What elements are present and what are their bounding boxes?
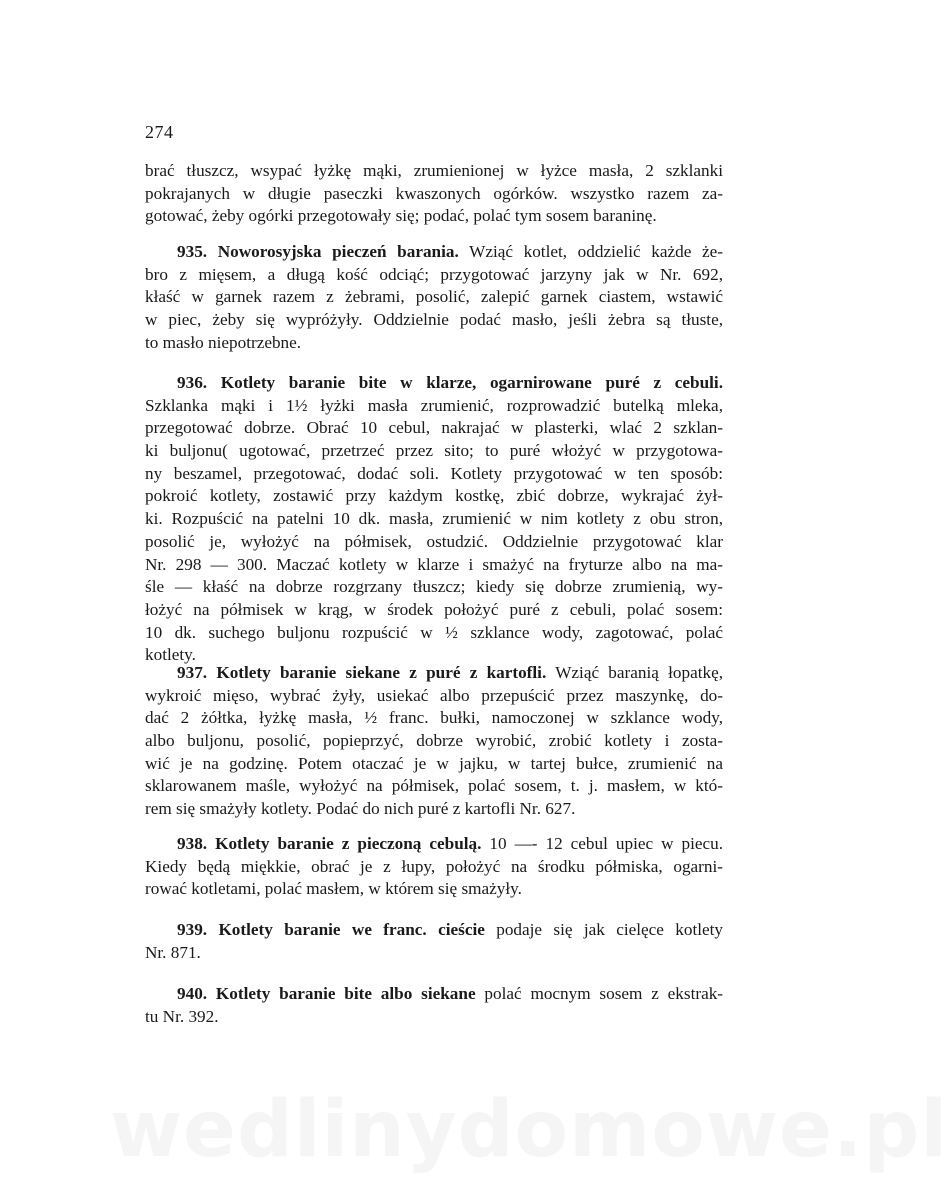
recipe-number: 940.: [177, 984, 208, 1003]
text-line: Szklanka mąki i 1½ łyżki masła zrumienić, rozprowadzić butelką mleka,: [145, 395, 723, 415]
text-line: łożyć na półmisek w krąg, w środek położyć puré z cebuli, polać sosem:: [145, 599, 723, 619]
recipe-number: 938.: [177, 834, 208, 853]
recipe-title: Kotlety baranie bite albo siekane: [215, 984, 476, 1003]
recipe-number: 936.: [177, 373, 208, 392]
text-line: kotlety.: [145, 645, 196, 665]
recipe-number: 935.: [177, 242, 208, 261]
text-line: dać 2 żółtka, łyżkę masła, ½ franc. bułki, namoczonej w szklance wody,: [145, 708, 723, 728]
text-line: brać tłuszcz, wsypać łyżkę mąki, zrumienionej w łyżce masła, 2 szklanki: [145, 161, 723, 180]
text-line: bro z mięsem, a długą kość odciąć; przygotować jarzyny jak w Nr. 692,: [145, 264, 723, 284]
text-line: rować kotletami, polać masłem, w którem się smażyły.: [145, 879, 522, 899]
text-line: to masło niepotrzebne.: [145, 332, 302, 352]
text-line: Kiedy będą miękkie, obrać je z łupy, położyć na środku półmiska, ogarni-: [145, 856, 723, 876]
text-line: tu Nr. 392.: [145, 1006, 219, 1026]
recipe-number: 939.: [177, 920, 208, 939]
recipe-940: [145, 983, 723, 1028]
recipe-936: [145, 372, 723, 667]
recipe-text: podaje się jak cielęce kotlety: [496, 920, 723, 939]
recipe-title: Noworosyjska pieczeń barania.: [217, 242, 459, 261]
recipe-text: 10 —- 12 cebul upiec w piecu.: [489, 834, 724, 853]
recipe-text: polać mocnym sosem z ekstrak-: [484, 984, 724, 1003]
text-line: Nr. 298 — 300. Maczać kotlety w klarze i smażyć na fryturze albo na ma-: [145, 554, 723, 574]
page-number: 274: [145, 122, 174, 142]
recipe-title: Kotlety baranie bite w klarze, ogarnirowane puré z cebuli.: [220, 373, 724, 392]
text-line: wykroić mięso, wybrać żyły, usiekać albo przepuścić przez maszynkę, do-: [145, 685, 723, 705]
text-line: przegotować dobrze. Obrać 10 cebul, nakrajać w plasterki, wlać 2 szklan-: [145, 418, 723, 438]
text-line: pokroić kotlety, zostawić przy każdym kostkę, zbić dobrze, wykrajać żył-: [145, 486, 723, 506]
text-line: Nr. 871.: [145, 942, 201, 962]
recipe-heading-line: [145, 833, 723, 856]
recipe-heading-line: [145, 919, 723, 942]
recipe-heading-line: [145, 241, 723, 264]
text-line: w piec, żeby się wypróżyły. Oddzielnie podać masło, jeśli żebra są tłuste,: [145, 310, 723, 330]
text-line: gotować, żeby ogórki przegotowały się; podać, polać tym sosem baraninę.: [145, 206, 657, 226]
text-line: wić je na godzinę. Potem otaczać je w jajku, w tartej bułce, zrumienić na: [145, 753, 723, 773]
text-line: ny beszamel, przegotować, dodać soli. Kotlety przygotować w ten sposób:: [145, 463, 723, 483]
text-line: ki buljonu( ugotować, przetrzeć przez sito; to puré włożyć w przygotowa-: [145, 441, 723, 461]
recipe-939: [145, 919, 723, 964]
recipe-title: Kotlety baranie we franc. cieście: [218, 920, 485, 939]
text-line: pokrajanych w długie paseczki kwaszonych ogórków. wszystko razem za-: [145, 183, 723, 203]
recipe-heading-line: [145, 662, 723, 685]
recipe-text: Wziąć kotlet, oddzielić każde że-: [469, 242, 723, 261]
text-line: sklarowanem maśle, wyłożyć na półmisek, polać sosem, t. j. masłem, w któ-: [145, 776, 723, 796]
intro-paragraph: [145, 160, 723, 228]
recipe-title: Kotlety baranie siekane z puré z kartofli.: [216, 663, 547, 682]
recipe-text: Wziąć baranią łopatkę,: [555, 663, 724, 682]
recipe-heading-line: [145, 372, 723, 395]
text-line: kłaść w garnek razem z żebrami, posolić, zalepić garnek ciastem, wstawić: [145, 287, 723, 307]
text-line: albo buljonu, posolić, popieprzyć, dobrze wyrobić, zrobić kotlety i zosta-: [145, 731, 723, 751]
recipe-number: 937.: [177, 663, 208, 682]
recipe-title: Kotlety baranie z pieczoną cebulą.: [215, 834, 482, 853]
text-line: 10 dk. suchego buljonu rozpuścić w ½ szklance wody, zagotować, polać: [145, 622, 723, 642]
recipe-938: [145, 833, 723, 901]
text-line: ki. Rozpuścić na patelni 10 dk. masła, zrumienić w nim kotlety z obu stron,: [145, 509, 723, 529]
text-line: posolić je, wyłożyć na półmisek, ostudzić. Oddzielnie przygotować klar: [145, 531, 723, 551]
recipe-937: [145, 662, 723, 821]
text-line: śle — kłaść na dobrze rozgrzany tłuszcz; kiedy się dobrze zrumienią, wy-: [145, 577, 723, 597]
recipe-heading-line: [145, 983, 723, 1006]
recipe-935: [145, 241, 723, 354]
text-line: rem się smażyły kotlety. Podać do nich puré z kartofli Nr. 627.: [145, 799, 576, 819]
watermark: wedlinydomowe.pl: [110, 1085, 948, 1175]
